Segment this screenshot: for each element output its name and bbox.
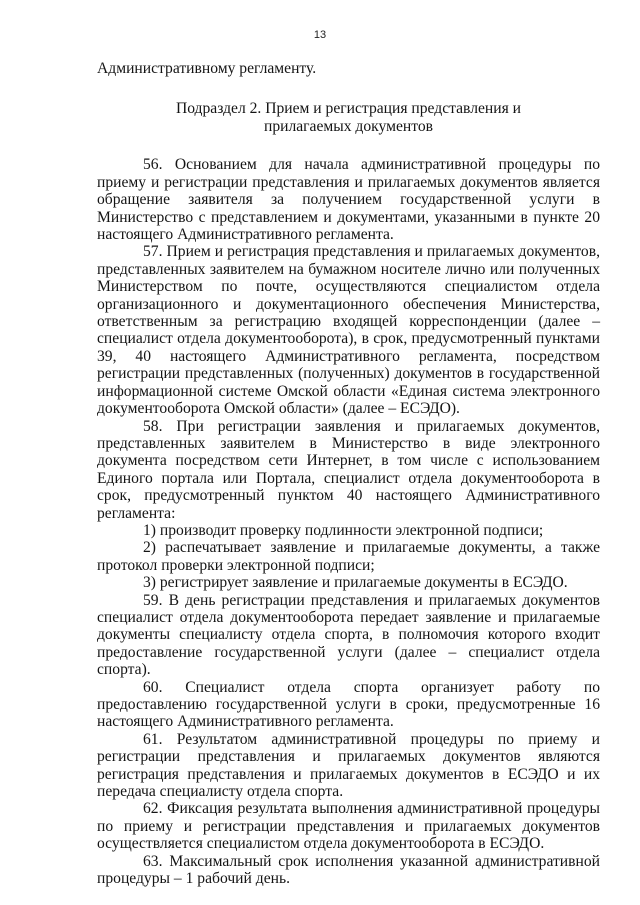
paragraph-58-item-1: 1) производит проверку подлинности электронной подписи;	[143, 521, 544, 539]
paragraph-60: 60. Специалист отдела спорта организует работу по предоставлению государственной услуги в сроки, предусмотренные 16 настоящего Административного регламента.	[97, 678, 600, 731]
carryover-text: Административному регламенту.	[97, 60, 317, 77]
paragraph-62: 62. Фиксация результата выполнения административной процедуры по приему и регистрации представления и прилагаемых документов осуществляется специалистом отдела документооборота в ЕСЭДО.	[97, 800, 600, 853]
paragraph-59: 59. В день регистрации представления и прилагаемых документов специалист отдела документооборота передает заявление и прилагаемые документы специалисту отдела спорта, в полномочия которого входит предоставление государственной услуги (далее – специалист отдела спорта).	[97, 591, 600, 679]
paragraph-58-item-2: 2) распечатывает заявление и прилагаемые документы, а также протокол проверки электронной подписи;	[97, 539, 600, 574]
paragraph-57: 57. Прием и регистрация представления и прилагаемых документов, представленных заявителем на бумажном носителе лично или полученных Министерством по почте, осуществляются специалистом отдела организационного и документационного обеспечения Министерства, ответственным за регистрацию входящей корреспонденции (далее – специалист отдела документооборота), в срок, предусмотренный пунктами 39, 40 настоящего Административного регламента, посредством регистрации представленных (полученных) документов в государственной информационной системе Омской области «Единая система электронного документооборота Омской области» (далее – ЕСЭДО).	[97, 243, 600, 418]
document-body	[97, 60, 600, 887]
paragraph-63: 63. Максимальный срок исполнения указанной административной процедуры – 1 рабочий день.	[97, 852, 600, 888]
paragraph-61: 61. Результатом административной процедуры по приему и регистрации представления и прилагаемых документов являются регистрация представления и прилагаемых документов в ЕСЭДО и их передача специалисту отдела спорта.	[97, 730, 600, 801]
subsection-heading-line-1: Подраздел 2. Прием и регистрация представления и	[175, 100, 522, 118]
subsection-heading-line-2: прилагаемых документов	[263, 118, 434, 136]
subsection-heading	[97, 100, 600, 136]
paragraph-58: 58. При регистрации заявления и прилагаемых документов, представленных заявителем в Министерство в виде электронного документа посредством сети Интернет, в том числе с использованием Единого портала или Портала, специалист отдела документооборота в срок, предусмотренный пунктом 40 настоящего Административного регламента:	[97, 417, 600, 522]
page-number: 13	[313, 29, 327, 41]
paragraph-56: 56. Основанием для начала административной процедуры по приему и регистрации представления и прилагаемых документов является обращение заявителя за получением государственной услуги в Министерство с представлением и документами, указанными в пункте 20 настоящего Административного регламента.	[97, 156, 600, 244]
paragraph-58-item-3: 3) регистрирует заявление и прилагаемые документы в ЕСЭДО.	[143, 574, 568, 592]
